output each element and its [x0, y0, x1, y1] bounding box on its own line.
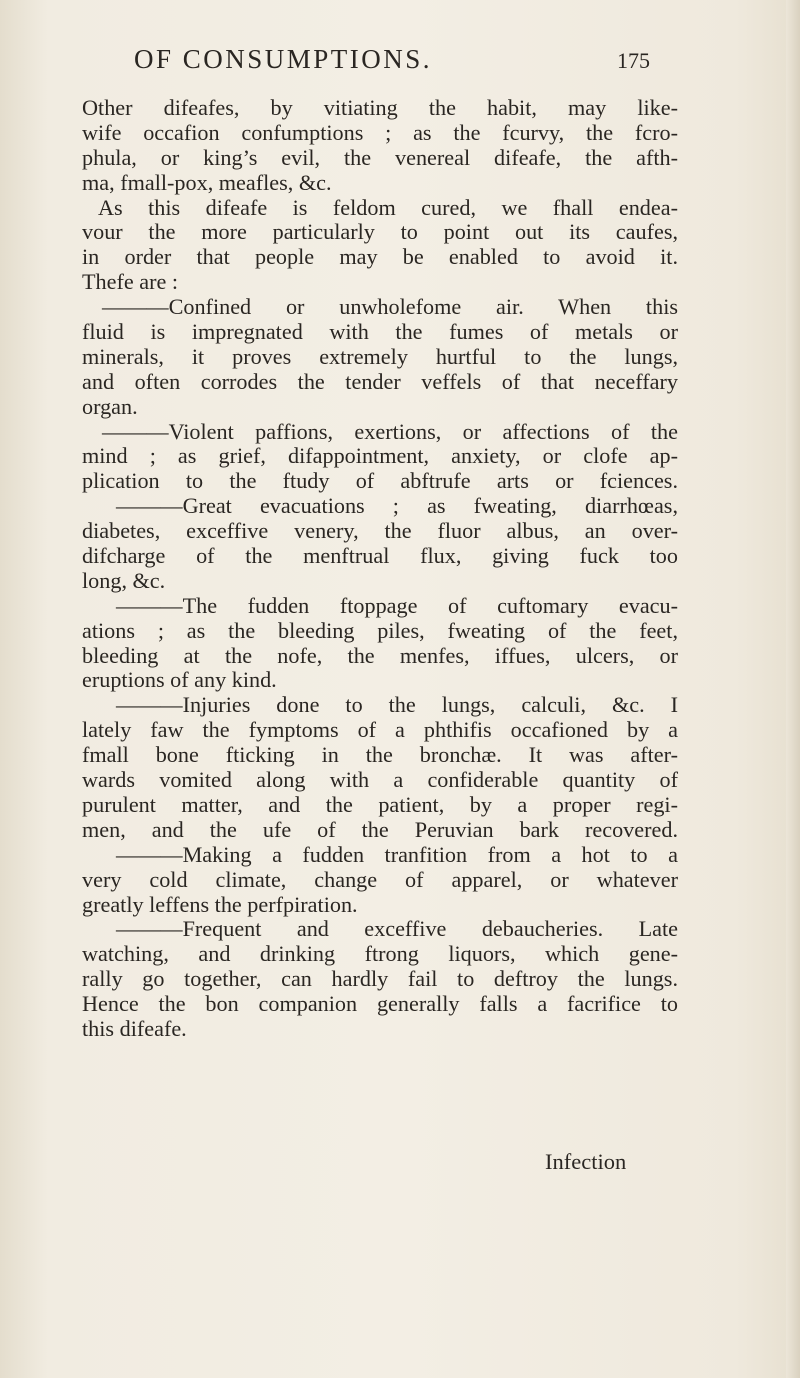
text-line: As this difeafe is feldom cured, we fhall endea- [98, 194, 678, 220]
text-line: ———Frequent and exceffive debaucheries. Late [116, 916, 678, 942]
page-edge [786, 0, 800, 1378]
text-line: plication to the ftudy of abftrufe arts or fciences. [82, 468, 678, 494]
text-line: this difeafe. [82, 1015, 187, 1041]
text-line: phula, or king’s evil, the venereal difeafe, the afth- [82, 144, 678, 170]
text-line: bleeding at the nofe, the menfes, iffues, ulcers, or [82, 642, 678, 668]
text-line: fmall bone fticking in the bronchæ. It was after- [82, 742, 678, 768]
text-line: in order that people may be enabled to avoid it. [82, 244, 678, 270]
text-line: ———Making a fudden tranfition from a hot to a [116, 841, 678, 867]
text-line: Other difeafes, by vitiating the habit, may like- [82, 95, 678, 120]
text-line: mind ; as grief, difappointment, anxiety, or clofe ap- [82, 443, 678, 469]
text-line: men, and the ufe of the Peruvian bark recovered. [82, 816, 678, 842]
running-title: OF CONSUMPTIONS. [134, 44, 433, 74]
text-line: wards vomited along with a confiderable quantity of [82, 767, 678, 793]
text-line: eruptions of any kind. [82, 667, 277, 693]
catchword: Infection [545, 1149, 627, 1174]
text-line: minerals, it proves extremely hurtful to the lungs, [82, 343, 678, 369]
text-line: vour the more particularly to point out its caufes, [82, 219, 678, 245]
text-line: and often corrodes the tender veffels of that neceffary [82, 368, 678, 394]
text-line: fluid is impregnated with the fumes of metals or [82, 319, 678, 345]
text-line: very cold climate, change of apparel, or whatever [82, 866, 678, 892]
page-number: 175 [617, 48, 650, 73]
text-line: Hence the bon companion generally falls a facrifice to [82, 991, 678, 1017]
text-line: rally go together, can hardly fail to deftroy the lungs. [82, 966, 678, 992]
text-line: ———The fudden ftoppage of cuftomary evacu- [116, 592, 678, 618]
text-line: difcharge of the menftrual flux, giving fuck too [82, 543, 678, 569]
text-line: wife occafion confumptions ; as the fcurvy, the fcro- [82, 119, 678, 145]
text-line: ations ; as the bleeding piles, fweating of the feet, [82, 617, 678, 643]
text-line: purulent matter, and the patient, by a proper regi- [82, 791, 678, 817]
text-line: diabetes, exceffive venery, the fluor albus, an over- [82, 518, 678, 544]
text-line: ———Violent paffions, exertions, or affections of the [102, 418, 678, 444]
text-line: greatly leffens the perfpiration. [82, 891, 358, 917]
text-line: ———Confined or unwholefome air. When this [102, 294, 678, 320]
text-line: Thefe are : [82, 269, 179, 295]
text-line: lately faw the fymptoms of a phthifis occafioned by a [82, 717, 678, 743]
page-header [0, 44, 800, 84]
text-line: ———Injuries done to the lungs, calculi, &c. I [116, 692, 678, 718]
text-line: ma, fmall-pox, meafles, &c. [82, 169, 332, 195]
body-text [82, 96, 678, 1042]
text-line: watching, and drinking ftrong liquors, which gene- [82, 941, 678, 967]
text-line: ———Great evacuations ; as fweating, diarrhœas, [116, 493, 678, 519]
text-line: long, &c. [82, 567, 166, 593]
text-line: organ. [82, 393, 138, 419]
